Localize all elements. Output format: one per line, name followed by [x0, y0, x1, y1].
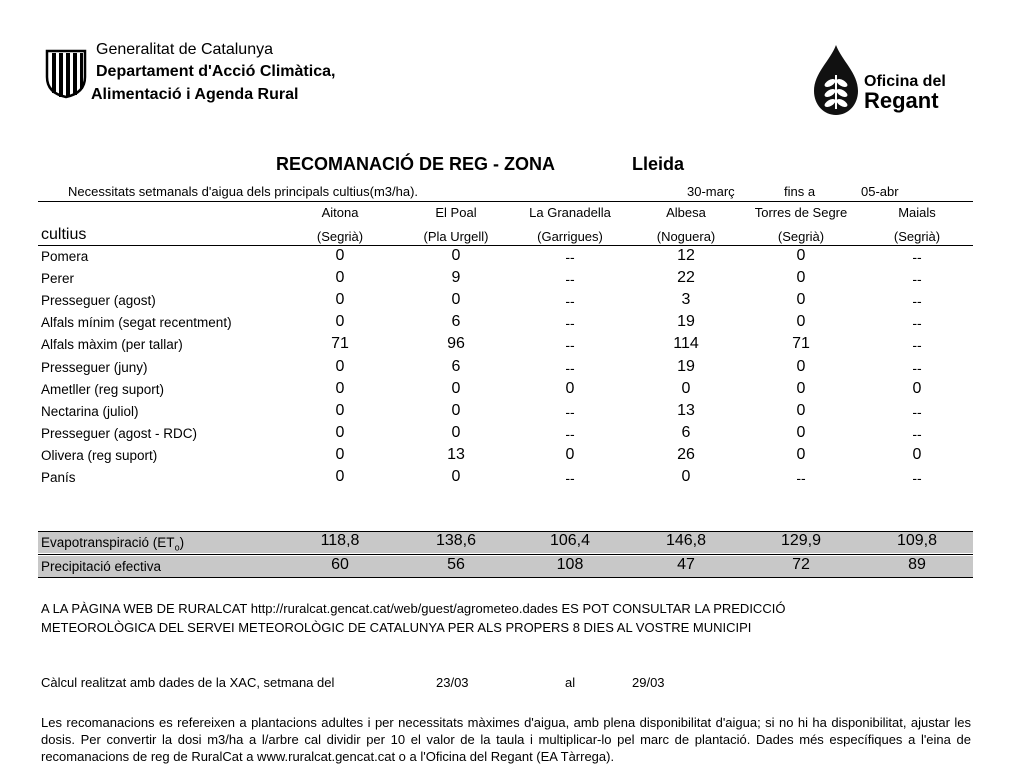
table-cell: -- — [912, 425, 922, 442]
station-name: Maials — [898, 205, 936, 220]
footnote: Les recomanacions es refereixen a plantacions adultes i per necessitats màximes d'aigua, amb plena disponibilitat d'aigua; si no hi ha disponibilitat, ajustar les dosis. Per convertir la dosi m3/ha a l/arbre cal dividir per 10 el valor de la taula i multiplicar-lo pel marc de plantació. Dades més específiques a l'eina de recomanacions de reg de RuralCat a www.ruralcat.gencat.cat o a l'Oficina del Regant (EA Tàrrega). — [41, 715, 971, 764]
station-name: El Poal — [435, 205, 477, 220]
calc-date-from: 23/03 — [436, 675, 469, 690]
station-name: Aitona — [321, 205, 359, 220]
station-region: (Noguera) — [656, 229, 716, 244]
table-cell: 0 — [451, 379, 461, 397]
calc-label: Càlcul realitzat amb dades de la XAC, setmana del — [41, 675, 335, 690]
table-top-rule — [38, 201, 973, 202]
calc-date-to: 29/03 — [632, 675, 665, 690]
station-region: (Segrià) — [777, 229, 825, 244]
table-cell: 0 — [451, 247, 461, 264]
crop-name: Alfals màxim (per tallar) — [41, 337, 183, 353]
generalitat-logo — [43, 47, 89, 99]
crop-name: Olivera (reg suport) — [41, 447, 158, 463]
table-cell: 71 — [331, 335, 349, 353]
crop-name: Presseguer (agost - RDC) — [41, 425, 198, 441]
table-cell: 0 — [912, 379, 922, 397]
table-cell: 0 — [796, 269, 806, 287]
table-cell: -- — [565, 249, 575, 265]
precip-value: 108 — [556, 556, 584, 573]
table-cell: 0 — [335, 247, 345, 264]
report-subtitle: Necessitats setmanals d'aigua dels principals cultius(m3/ha). — [68, 184, 419, 199]
crop-name: Alfals mínim (segat recentment) — [41, 315, 232, 331]
table-cell: 0 — [335, 313, 345, 331]
date-to: 05-abr — [861, 184, 899, 199]
crop-name: Panís — [41, 470, 76, 485]
table-cell: -- — [912, 359, 922, 376]
table-cell: 0 — [451, 401, 461, 419]
station-region: (Pla Urgell) — [423, 229, 489, 244]
precip-value: 72 — [792, 556, 810, 573]
table-cell: 13 — [447, 445, 465, 463]
table-cell: 3 — [681, 291, 691, 309]
table-cell: -- — [912, 470, 922, 486]
zone-name: Lleida — [632, 154, 685, 174]
eto-value: 109,8 — [896, 532, 938, 549]
crop-name: Presseguer (juny) — [41, 359, 148, 375]
table-cell: -- — [565, 359, 575, 376]
station-region: (Segrià) — [316, 229, 364, 244]
report-title: RECOMANACIÓ DE REG - ZONA — [276, 154, 555, 174]
station-name: La Granadella — [529, 205, 611, 220]
table-cell: 22 — [677, 269, 695, 287]
table-cell: 96 — [447, 335, 465, 353]
eto-value: 106,4 — [549, 532, 591, 549]
table-cell: 0 — [335, 379, 345, 397]
station-region: (Garrigues) — [537, 229, 603, 244]
table-cell: 0 — [335, 401, 345, 419]
crop-column-header: cultius — [41, 226, 87, 243]
table-cell: -- — [565, 315, 575, 332]
department-name-line1: Departament d'Acció Climàtica, — [96, 63, 336, 80]
crop-name: Perer — [41, 271, 75, 287]
table-cell: 12 — [677, 247, 695, 264]
table-cell: 0 — [451, 291, 461, 309]
web-notice-line1: A LA PÀGINA WEB DE RURALCAT http://ruralcat.gencat.cat/web/guest/agrometeo.dades ES POT CONSULTAR LA PREDICCIÓ — [41, 601, 786, 616]
table-cell: 0 — [796, 357, 806, 375]
table-cell: -- — [565, 403, 575, 420]
table-cell: 19 — [677, 313, 695, 331]
calc-date-separator: al — [565, 675, 576, 690]
date-separator: fins a — [784, 184, 816, 199]
table-cell: 0 — [796, 291, 806, 309]
table-cell: 0 — [796, 247, 806, 264]
table-cell: -- — [912, 315, 922, 332]
precip-value: 89 — [908, 556, 926, 573]
table-cell: -- — [912, 337, 922, 354]
eto-value: 129,9 — [780, 532, 822, 549]
crop-name: Pomera — [41, 249, 89, 264]
eto-label: Evapotranspiració $(ET_o)$ — [41, 535, 185, 553]
table-cell: -- — [565, 470, 575, 486]
table-cell: -- — [565, 337, 575, 354]
table-cell: 0 — [335, 357, 345, 375]
table-cell: 0 — [796, 423, 806, 441]
table-cell: 0 — [565, 379, 575, 397]
table-cell: -- — [912, 403, 922, 420]
table-cell: 13 — [677, 401, 695, 419]
table-cell: 26 — [677, 445, 695, 463]
table-cell: -- — [796, 470, 806, 486]
table-cell: 0 — [335, 445, 345, 463]
table-cell: 9 — [451, 269, 461, 287]
table-cell: 0 — [335, 291, 345, 309]
table-cell: 0 — [335, 468, 345, 485]
crop-name: Nectarina (juliol) — [41, 403, 139, 419]
precip-value: 56 — [447, 556, 465, 573]
table-cell: -- — [565, 293, 575, 310]
precip-label: Precipitació efectiva — [41, 559, 162, 574]
org-name: Generalitat de Catalunya — [96, 41, 273, 58]
table-cell: 0 — [681, 379, 691, 397]
table-header-rule — [38, 245, 973, 246]
regant-logo-text: Regant — [864, 88, 939, 113]
web-notice-line2: METEOROLÒGICA DEL SERVEI METEOROLÒGIC DE CATALUNYA PER ALS PROPERS 8 DIES AL VOSTRE MUNICIPI — [41, 620, 752, 635]
table-cell: 0 — [681, 468, 691, 485]
eto-value: 146,8 — [665, 532, 707, 549]
table-cell: 0 — [796, 313, 806, 331]
table-cell: 114 — [673, 335, 699, 353]
eto-value: 118,8 — [320, 532, 360, 549]
crop-name: Ametller (reg suport) — [41, 381, 165, 397]
station-name: Torres de Segre — [754, 205, 848, 220]
date-from: 30-març — [687, 184, 735, 199]
station-name: Albesa — [666, 205, 706, 220]
table-cell: -- — [912, 271, 922, 288]
precip-value: 60 — [331, 556, 349, 573]
table-cell: -- — [912, 293, 922, 310]
table-cell: 6 — [451, 357, 461, 375]
department-name-line2: Alimentació i Agenda Rural — [91, 86, 299, 103]
table-cell: 0 — [565, 445, 575, 463]
table-cell: 0 — [335, 269, 345, 287]
table-cell: 6 — [681, 423, 691, 441]
table-cell: 19 — [677, 357, 695, 375]
table-cell: -- — [565, 425, 575, 442]
table-cell: 0 — [451, 423, 461, 441]
table-cell: 0 — [796, 379, 806, 397]
table-cell: 0 — [796, 445, 806, 463]
summary-bottom-rule — [38, 577, 973, 578]
table-cell: -- — [565, 271, 575, 288]
table-cell: 6 — [451, 313, 461, 331]
table-cell: 0 — [912, 445, 922, 463]
precip-value: 47 — [677, 556, 695, 573]
station-region: (Segrià) — [893, 229, 941, 244]
table-cell: 71 — [792, 335, 810, 353]
table-cell: 0 — [451, 468, 461, 485]
eto-value: 138,6 — [435, 532, 477, 549]
oficina-logo-text: Oficina del — [864, 73, 946, 90]
table-cell: -- — [912, 249, 922, 265]
table-cell: 0 — [335, 423, 345, 441]
crop-name: Presseguer (agost) — [41, 293, 156, 309]
summary-mid-rule — [38, 554, 973, 555]
table-cell: 0 — [796, 401, 806, 419]
